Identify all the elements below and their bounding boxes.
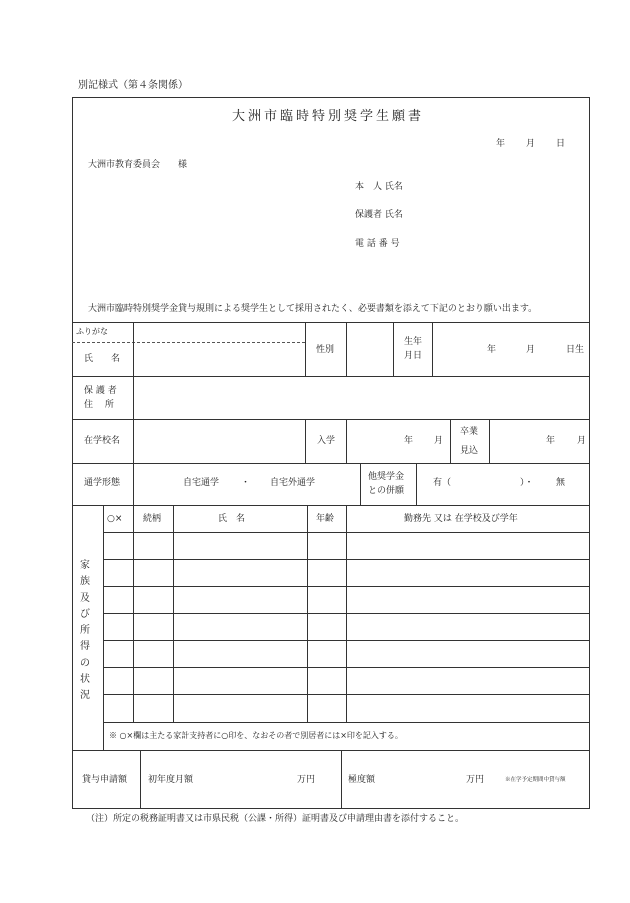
col-workplace: 勤務先 又は 在学校及び学年 xyxy=(404,514,518,524)
furigana-label: ふりがな xyxy=(76,327,108,336)
max-amount-label: 極度額 xyxy=(348,775,376,785)
admission-divider xyxy=(305,419,306,463)
col-age: 年齢 xyxy=(316,514,335,524)
family-note: ※ ○×欄は主たる家計支持者に○印を、なおその者で別居者には×印を記入する。 xyxy=(109,731,403,740)
form-label: 別記様式（第４条関係） xyxy=(78,80,188,91)
col-name: 氏 名 xyxy=(218,514,246,524)
birth-month: 月 xyxy=(526,345,536,355)
graduation-label-1: 卒業 xyxy=(460,427,479,437)
commute-label: 通学形態 xyxy=(84,478,121,488)
commute-home: 自宅通学 xyxy=(183,478,220,488)
label-col-divider xyxy=(133,322,134,463)
date-year: 年 xyxy=(496,139,506,149)
admission-year: 年 xyxy=(404,436,414,446)
rule xyxy=(72,463,590,464)
grad-divider xyxy=(450,419,451,463)
loan-mid-divider xyxy=(341,750,342,809)
date-day: 日 xyxy=(556,139,566,149)
birth-value-divider xyxy=(432,322,433,376)
other-scholarship-label-1: 他奨学金 xyxy=(368,472,405,482)
gender-label: 性別 xyxy=(316,345,335,355)
family-col-divider xyxy=(307,505,308,722)
family-col-divider xyxy=(346,505,347,722)
gender-divider xyxy=(305,322,306,376)
other-value-divider xyxy=(416,463,417,505)
admission-label: 入学 xyxy=(317,436,336,446)
phone-label: 電 話 番 号 xyxy=(355,239,400,249)
guardian-address-label-2: 住 所 xyxy=(84,400,114,410)
addressee: 大洲市教育委員会 様 xyxy=(88,160,188,170)
col-mark: ○× xyxy=(107,514,123,524)
rule xyxy=(72,505,590,506)
statement: 大洲市臨時特別奨学金貸与規則による奨学生として採用されたく、必要書類を添えて下記のとおり願い出ます。 xyxy=(88,304,538,314)
birth-day: 日生 xyxy=(566,345,585,355)
other-divider xyxy=(360,463,361,505)
commute-divider xyxy=(133,463,134,505)
guardian-address-label-1: 保 護 者 xyxy=(84,386,117,396)
name-label: 氏 名 xyxy=(84,354,121,364)
rule xyxy=(72,750,590,751)
family-col-divider xyxy=(173,505,174,722)
school-label: 在学校名 xyxy=(84,436,121,446)
other-yes: 有（ xyxy=(433,478,452,488)
form-frame xyxy=(72,97,590,809)
graduation-year: 年 xyxy=(546,436,556,446)
max-amount-unit: 万円 xyxy=(466,775,485,785)
other-close: ）・ xyxy=(520,478,534,488)
other-no: 無 xyxy=(556,478,566,488)
admission-month: 月 xyxy=(434,436,444,446)
form-title: 大洲市臨時特別奨学生願書 xyxy=(232,109,425,124)
grad-value-divider xyxy=(489,419,490,463)
birth-label-1: 生年 xyxy=(404,337,423,347)
loan-label: 貸与申請額 xyxy=(82,775,128,785)
gender-value-divider xyxy=(346,322,347,376)
date-month: 月 xyxy=(526,139,536,149)
applicant-name-label: 本 人 氏名 xyxy=(355,182,403,192)
guardian-name-label: 保護者 氏名 xyxy=(355,210,403,220)
rule xyxy=(72,419,590,420)
family-section-label: 家族及び所得の状況 xyxy=(80,560,90,702)
family-row-rule xyxy=(103,722,590,723)
commute-separator: ・ xyxy=(241,478,251,488)
rule xyxy=(72,322,590,323)
max-amount-note: ※在学予定期間中貸与額 xyxy=(505,777,566,783)
other-scholarship-label-2: との併願 xyxy=(368,486,405,496)
rule xyxy=(72,376,590,377)
footnote: （注）所定の税務証明書又は市県民税（公課・所得）証明書及び申請理由書を添付すること。 xyxy=(86,814,465,824)
graduation-month: 月 xyxy=(577,436,587,446)
first-year-label: 初年度月額 xyxy=(148,775,194,785)
family-label-divider xyxy=(103,505,104,750)
birth-label-2: 月日 xyxy=(404,351,423,361)
loan-divider xyxy=(140,750,141,809)
admission-value-divider xyxy=(346,419,347,463)
commute-away: 自宅外通学 xyxy=(270,478,316,488)
graduation-label-2: 見込 xyxy=(460,446,479,456)
furigana-divider xyxy=(72,342,305,343)
first-year-unit: 万円 xyxy=(297,775,316,785)
family-col-divider xyxy=(133,505,134,722)
col-relation: 続柄 xyxy=(143,514,162,524)
birth-label-divider xyxy=(393,322,394,376)
birth-year: 年 xyxy=(487,345,497,355)
